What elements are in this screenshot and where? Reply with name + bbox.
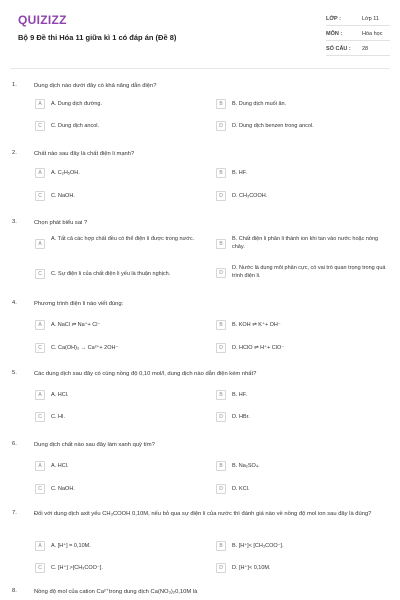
option-text: A. Tất cả các hợp chất đều có thể điện li được trong nước. [51,236,195,242]
quizizz-logo: QUIZIZZ [18,13,67,27]
meta-value: Hóa học [362,31,383,37]
option-text: B. Na₂SO₄. [232,462,260,469]
option-letter: C [35,343,45,353]
option-text: A. HCl. [51,462,69,469]
question-number: 1. [12,82,17,88]
meta-question-count [326,46,390,60]
option-text: D. CH₃COOH. [232,192,268,199]
page-title: Bộ 9 Đề thi Hóa 11 giữa kì 1 có đáp án (Đề 8) [18,33,177,42]
question-text: Nồng độ mol của cation Ca²⁺trong dung dịch Ca(NO₃)₂0,10M là [34,589,198,595]
question-number: 7. [12,510,17,516]
option-letter: A [35,99,45,109]
option-text: C. Sự điện li của chất điện li yếu là thuận nghịch. [51,270,171,277]
option-letter: A [35,239,45,249]
option-letter: C [35,191,45,201]
option-text: B. Dung dịch muối ăn. [232,100,287,107]
option-letter: C [35,121,45,131]
option-letter: C [35,412,45,422]
question-number: 5. [12,370,17,376]
meta-label: SỐ CÂU : [326,46,351,52]
option-text: D. Dung dịch benzen trong ancol. [232,122,314,129]
question-text: Đối với dung dịch axit yếu CH₃COOH 0,10M, nếu bỏ qua sự điện li của nước thì đánh giá nào về nồng độ mol ion sau đây là đúng? [34,511,372,517]
option-letter: C [35,269,45,279]
option-text: C. Dung dịch ancol. [51,122,99,129]
question-number: 8. [12,588,17,594]
option-letter: B [216,168,226,178]
option-letter: B [216,320,226,330]
question-text: Dung dịch nào dưới đây có khả năng dẫn điện? [34,83,157,89]
option-letter: B [216,541,226,551]
option-text: B. HF. [232,391,247,398]
option-text: A. HCl. [51,391,69,398]
option-text: A. NaCl ⇌ Na⁺+ Cl⁻ [51,321,101,328]
option-text: C. HI. [51,413,66,420]
option-letter: C [35,563,45,573]
option-text: B. HF. [232,169,247,176]
option-text: A. Dung dịch đường. [51,100,103,107]
meta-underline [326,40,390,41]
option-text: C. NaOH. [51,485,75,492]
option-text: D. HClO ⇌ H⁺+ ClO⁻ [232,344,285,351]
option-letter: B [216,99,226,109]
meta-value: Lớp 11 [362,16,379,22]
meta-subject [326,31,390,45]
question-text: Chọn phát biểu sai ? [34,220,88,226]
question-number: 6. [12,441,17,447]
option-text: C. Ca(OH)₂ → Ca²⁺+ 2OH⁻ [51,344,119,351]
question-text: Dung dịch chất nào sau đây làm xanh quỳ tím? [34,442,155,448]
option-text: B. [H⁺]< [CH₃COO⁻]. [232,542,284,549]
option-text: A. [H⁺] = 0,10M. [51,542,91,549]
option-letter: D [216,412,226,422]
option-letter: B [216,461,226,471]
question-text: Chất nào sau đây là chất điện li mạnh? [34,151,135,157]
option-letter: A [35,320,45,330]
meta-class [326,16,390,30]
option-letter: A [35,390,45,400]
meta-label: LỚP : [326,16,341,22]
option-letter: D [216,484,226,494]
meta-underline [326,55,390,56]
option-letter: D [216,268,226,278]
option-text: A. C₂H₅OH. [51,169,80,176]
option-letter: A [35,461,45,471]
meta-label: MÔN : [326,31,343,37]
meta-underline [326,25,390,26]
question-text: Phương trình điện li nào viết đúng: [34,301,124,307]
option-letter: B [216,390,226,400]
option-text: D. KCl. [232,485,250,492]
option-letter: D [216,121,226,131]
option-letter: D [216,343,226,353]
question-number: 3. [12,219,17,225]
header-divider [10,68,390,69]
option-text: B. Chất điện li phân li thành ion khi tan vào nước hoặc nóng chảy. [232,236,379,250]
question-number: 4. [12,300,17,306]
option-text: C. [H⁺] >[CH₃COO⁻]. [51,564,103,571]
option-text: C. NaOH. [51,192,75,199]
question-text: Các dung dịch sau đây có cùng nồng độ 0,10 mol/l, dung dịch nào dẫn điện kém nhất? [34,371,257,377]
option-text: B. KOH ⇌ K⁺+ OH⁻ [232,321,281,328]
meta-value: 28 [362,46,369,52]
option-letter: D [216,563,226,573]
option-letter: A [35,168,45,178]
option-letter: B [216,239,226,249]
option-letter: C [35,484,45,494]
option-text: D. Nước là dung môi phân cực, có vai trò quan trọng trong quá trình điện li. [232,265,386,279]
question-number: 2. [12,150,17,156]
option-letter: D [216,191,226,201]
document-header [0,0,400,62]
option-letter: A [35,541,45,551]
option-text: D. HBr. [232,413,250,420]
option-text: D. [H⁺]< 0,10M. [232,564,271,571]
